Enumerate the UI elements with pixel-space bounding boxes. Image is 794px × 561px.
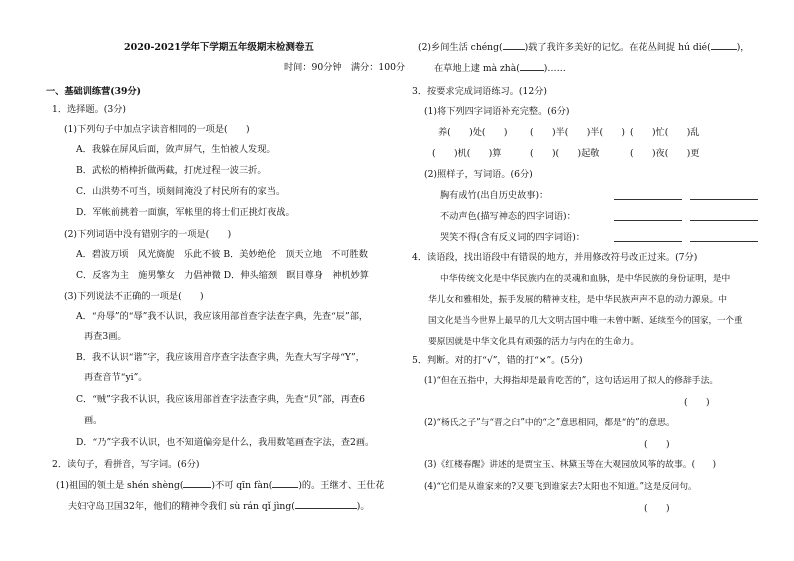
q2-line3 bbox=[418, 42, 749, 54]
q2-line4-part-a: 在草地上逮 mà zhà( bbox=[434, 63, 520, 74]
q5-item-4: (4)“它们是从谁家来的?又要飞到谁家去?太阳也不知道。”这是反问句。 bbox=[424, 482, 697, 492]
q3-fill-row-1-c[interactable]: ( )忙( )乱 bbox=[630, 127, 700, 138]
q3-title: 3．按要求完成词语练习。(12分) bbox=[412, 86, 547, 97]
q3-answer-line-2a[interactable] bbox=[614, 220, 682, 221]
q5-answer-paren-1[interactable]: ( ) bbox=[684, 397, 710, 408]
q4-passage-line-4: 要原因就是中华文化具有顽强的活力与内在的生命力。 bbox=[428, 337, 640, 347]
q2-line1-part-b: )不可 qīn fàn( bbox=[211, 480, 273, 491]
q1-sub3-option-a-line2: 再查3画。 bbox=[84, 331, 127, 342]
q5-item-1: (1)“但在五指中，大拇指却是最肯吃苦的”，这句话运用了拟人的修辞手法。 bbox=[424, 376, 719, 386]
exam-meta: 时间：90分钟 满分：100分 bbox=[284, 62, 406, 73]
q3-fill-row-1-a[interactable]: 养( )处( ) bbox=[438, 127, 508, 138]
q1-sub3-option-b-line1: B．我不认识“谐”字，我应该用音序查字法查字典，先查大写字母“Y”， bbox=[76, 352, 365, 363]
q3-sub2-label-1: 胸有成竹(出自历史故事)： bbox=[440, 190, 549, 201]
q3-answer-line-3b[interactable] bbox=[690, 241, 758, 242]
q3-answer-line-1a[interactable] bbox=[614, 199, 682, 200]
q3-fill-row-2-b[interactable]: ( )( )起敬 bbox=[530, 148, 600, 159]
q2-answer-blank-6[interactable] bbox=[520, 70, 544, 71]
q4-passage-line-1: 中华传统文化是中华民族内在的灵魂和血脉，是中华民族的身份证明，是中 bbox=[440, 274, 731, 284]
q4-title: 4．读语段，找出语段中有错误的地方，并用修改符号改正过来。(7分) bbox=[412, 252, 698, 263]
q3-answer-line-3a[interactable] bbox=[614, 241, 682, 242]
q2-line4 bbox=[434, 63, 566, 75]
q1-sub3-option-d: D．“乃”字我不认识，也不知道偏旁是什么，我用数笔画查字法，查2画。 bbox=[76, 437, 375, 448]
q2-line3-part-c: )， bbox=[736, 42, 750, 53]
q1-sub2-option-ab: A．碧波万顷 风光旖旎 乐此不彼 B．美妙绝伦 顶天立地 不可胜数 bbox=[76, 249, 368, 260]
q1-sub2-option-cd: C．反客为主 施男擎女 力倡神微 D．伸头缩颈 瞑目尊身 神机妙算 bbox=[76, 270, 369, 281]
q4-passage-line-3: 国文化是当今世界上最早的几大文明古国中唯一未曾中断、延续至今的国家，一个重 bbox=[428, 316, 743, 326]
q1-sub3-option-c-line1: C．“贼”字我不认识，我应该用部首查字法查字典，先查“贝”部，再查6 bbox=[76, 394, 365, 405]
q5-title: 5．判断。对的打“√”，错的打“×”。(5分) bbox=[412, 355, 583, 366]
q5-item-2: (2)“杨氏之子”与“晋之臼”中的“之”意思相同，都是“的”的意思。 bbox=[424, 418, 675, 428]
q1-sub3-option-b-line2: 再查音节“yi”。 bbox=[84, 372, 148, 383]
q2-answer-blank-5[interactable] bbox=[711, 49, 737, 50]
q3-answer-line-1b[interactable] bbox=[690, 199, 758, 200]
q3-sub2-line-2 bbox=[440, 211, 576, 223]
q1-sub1-option-d: D．军帐前挑着一面旗，军帐里的将士们正挑灯夜战。 bbox=[76, 207, 295, 218]
q2-line1-part-a: (1)祖国的领土是 shén shèng( bbox=[56, 480, 184, 491]
q1-sub1-option-c: C．山洪势不可当，顷刻间淹没了村民所有的家当。 bbox=[76, 186, 286, 197]
q3-fill-row-1-b[interactable]: ( )半( )半( ) bbox=[530, 127, 626, 138]
q1-sub3-option-a-line1: A．“舟辱”的“辱”我不认识，我应该用部首查字法查字典，先查“辰”部， bbox=[76, 311, 369, 322]
q3-sub2-title: (2)照样子，写词语。(6分) bbox=[424, 169, 533, 180]
q2-title: 2．读句子，看拼音，写字词。(6分) bbox=[52, 459, 200, 470]
q2-answer-blank-3[interactable] bbox=[295, 508, 357, 509]
q3-fill-row-2-c[interactable]: ( )夜( )更 bbox=[630, 148, 700, 159]
q1-sub3-option-c-line2: 画。 bbox=[84, 415, 103, 426]
q2-answer-blank-1[interactable] bbox=[183, 487, 211, 488]
q3-sub2-label-2: 不动声色(描写神态的四字词语)： bbox=[440, 211, 576, 222]
q3-sub2-label-3: 哭笑不得(含有反义词的四字词语)： bbox=[440, 232, 585, 243]
q5-answer-paren-4[interactable]: ( ) bbox=[644, 503, 670, 514]
q5-item-3: (3)《红楼春醒》讲述的是贾宝玉、林黛玉等在大观园放风筝的故事。( ) bbox=[424, 460, 717, 470]
q2-line1-part-c: )的。王继才、王仕花 bbox=[298, 480, 385, 491]
q1-sub3-title: (3)下列说法不正确的一项是( ) bbox=[64, 291, 204, 302]
q2-line1 bbox=[56, 480, 385, 492]
q3-fill-row-2-a[interactable]: ( )机( )算 bbox=[432, 148, 502, 159]
q2-answer-blank-4[interactable] bbox=[503, 49, 525, 50]
q3-sub2-line-1 bbox=[440, 190, 548, 202]
q2-line2-part-a: 夫妇守岛卫国32年，他们的精神令我们 sù rán qǐ jìng( bbox=[68, 501, 295, 512]
q1-sub1-option-b: B．武松的梢棒折做两截，打虎过程一波三折。 bbox=[76, 165, 267, 176]
section-title: 一、基础训练营(39分) bbox=[46, 86, 141, 97]
q1-sub2-title: (2)下列词语中没有错别字的一项是( ) bbox=[64, 229, 232, 240]
q3-sub1-title: (1)将下列四字词语补充完整。(6分) bbox=[424, 106, 570, 117]
q2-line3-part-b: )载了我许多美好的记忆。在花丛间捉 hú dié( bbox=[524, 42, 711, 53]
q3-sub2-line-3 bbox=[440, 232, 585, 244]
exam-title: 2020-2021学年下学期五年级期末检测卷五 bbox=[124, 42, 314, 53]
q2-line2 bbox=[68, 501, 370, 513]
q2-line3-part-a: (2)乡间生活 chéng( bbox=[418, 42, 503, 53]
q1-sub1-title: (1)下列句子中加点字读音相同的一项是( ) bbox=[64, 124, 250, 135]
q5-answer-paren-2[interactable]: ( ) bbox=[644, 439, 670, 450]
q3-answer-line-2b[interactable] bbox=[690, 220, 758, 221]
q1-sub1-option-a: A．我躲在屏风后面，敛声屏气，生怕被人发现。 bbox=[76, 144, 276, 155]
q2-line4-part-b: )…… bbox=[543, 63, 566, 74]
q2-answer-blank-2[interactable] bbox=[272, 487, 298, 488]
q2-line2-part-b: )。 bbox=[356, 501, 370, 512]
q4-passage-line-2: 华儿女和雅相处，振手发展的精神支柱，是中华民族声声不息的动力源泉。中 bbox=[428, 295, 728, 305]
q1-title: 1．选择题。(3分) bbox=[52, 104, 126, 115]
